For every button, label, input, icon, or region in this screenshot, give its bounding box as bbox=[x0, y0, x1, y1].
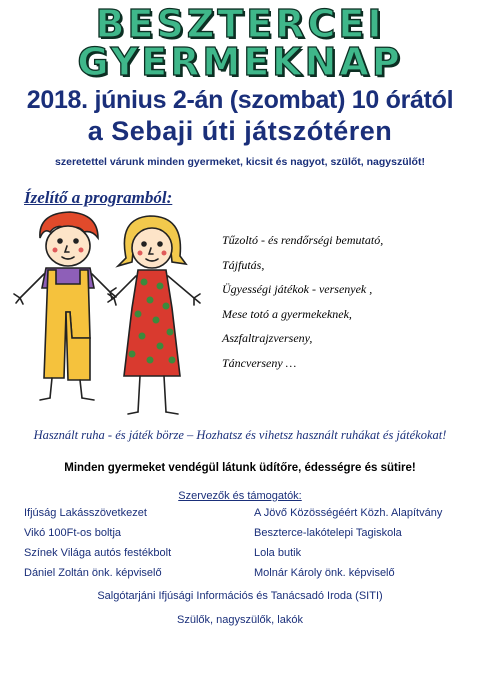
sponsor-office: Salgótarjáni Ifjúsági Információs és Tanácsadó Iroda (SITI) bbox=[97, 590, 383, 602]
event-date: 2018. június 2-án (szombat) 10 órától bbox=[26, 86, 454, 114]
invitation-text: szeretettel várunk minden gyermeket, kicsit és nagyot, szülőt, nagyszülőt! bbox=[55, 156, 425, 168]
program-item: Mese totó a gyermekeknek, bbox=[222, 306, 352, 321]
sponsor-right: A Jövő Közösségéért Közh. Alapítvány bbox=[254, 507, 443, 519]
program-item: Ügyességi játékok - versenyek , bbox=[222, 282, 373, 296]
program-heading: Ízelítő a programból: bbox=[24, 188, 173, 207]
sponsor-right: Lola butik bbox=[254, 547, 302, 559]
title-line-1: BESZTERCEI bbox=[95, 2, 385, 46]
program-list bbox=[222, 233, 383, 380]
girl-figure bbox=[108, 216, 200, 414]
title-line-2: GYERMEKNAP bbox=[77, 40, 403, 84]
sponsor-left: Ifjúság Lakásszövetkezet bbox=[24, 507, 147, 519]
program-item: Aszfaltrajzverseny, bbox=[222, 331, 313, 345]
program-item: Tűzoltó - és rendőrségi bemutató, bbox=[222, 233, 384, 247]
sponsor-parents: Szülők, nagyszülők, lakók bbox=[177, 614, 303, 626]
sponsor-right: Molnár Károly önk. képviselő bbox=[254, 567, 395, 579]
sponsor-left: Színek Világa autós festékbolt bbox=[24, 547, 172, 559]
sponsor-left: Vikó 100Ft-os boltja bbox=[24, 527, 122, 539]
sponsors-heading: Szervezők és támogatók: bbox=[178, 490, 302, 502]
boy-figure bbox=[14, 212, 116, 400]
program-item: Tájfutás, bbox=[222, 257, 265, 272]
program-item: Táncverseny … bbox=[222, 355, 297, 370]
sponsor-left: Dániel Zoltán önk. képviselő bbox=[24, 567, 162, 579]
sponsor-right: Beszterce-lakótelepi Tagiskola bbox=[254, 527, 402, 539]
bazaar-text: Használt ruha - és játék börze – Hozhatsz és vihetsz használt ruhákat és játékokat! bbox=[33, 428, 447, 442]
kids-drawing-icon bbox=[10, 208, 220, 423]
event-place: a Sebaji úti játszótéren bbox=[87, 116, 393, 146]
treat-text: Minden gyermeket vendégül látunk üdítőre, édességre és sütire! bbox=[64, 462, 416, 474]
